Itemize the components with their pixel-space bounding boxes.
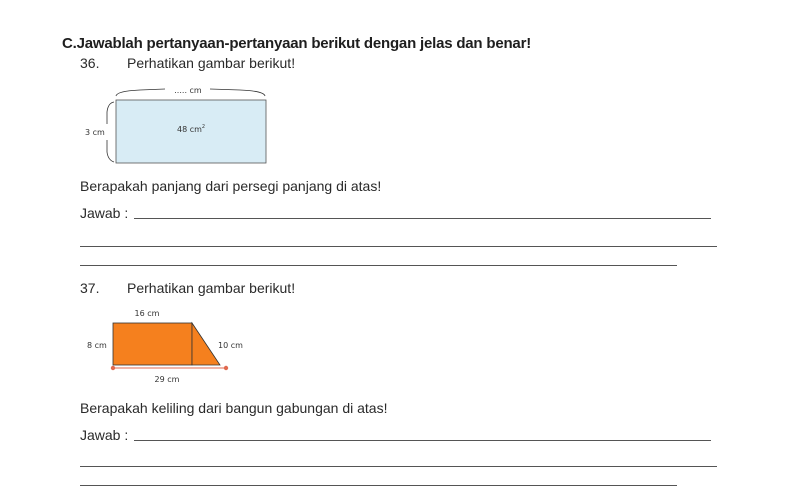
question-36-number: 36. (80, 55, 100, 71)
measure-point-left (111, 366, 115, 370)
composite-rectangle (113, 323, 192, 365)
answer-line[interactable] (134, 440, 711, 441)
answer-line[interactable] (80, 265, 677, 266)
question-36-answer-label: Jawab : (80, 205, 129, 221)
question-36-prompt: Berapakah panjang dari persegi panjang di atas! (80, 178, 382, 194)
answer-line[interactable] (80, 246, 717, 247)
composite-top-label: 16 cm (134, 309, 160, 318)
question-36-title: Perhatikan gambar berikut! (127, 55, 296, 71)
composite-left-label: 8 cm (87, 341, 107, 350)
measure-point-right (224, 366, 228, 370)
composite-right-label: 10 cm (218, 341, 243, 350)
rectangle-area-label: 48 $cm^2$ (177, 124, 206, 134)
composite-triangle (192, 323, 220, 365)
rectangle-top-label: ..... cm (174, 86, 202, 95)
composite-bottom-label: 29 cm (154, 375, 180, 384)
question-37-prompt: Berapakah keliling dari bangun gabungan di atas! (80, 400, 388, 416)
rectangle-figure (80, 82, 280, 172)
answer-line[interactable] (80, 466, 717, 467)
question-37-number: 37. (80, 280, 100, 296)
question-37-answer-label: Jawab : (80, 427, 129, 443)
composite-shape-figure (80, 305, 260, 390)
answer-line[interactable] (134, 218, 711, 219)
rectangle-side-label: 3 cm (85, 128, 105, 137)
question-37-title: Perhatikan gambar berikut! (127, 280, 296, 296)
answer-line[interactable] (80, 485, 677, 486)
section-heading: C.Jawablah pertanyaan-pertanyaan berikut dengan jelas dan benar! (62, 35, 532, 52)
